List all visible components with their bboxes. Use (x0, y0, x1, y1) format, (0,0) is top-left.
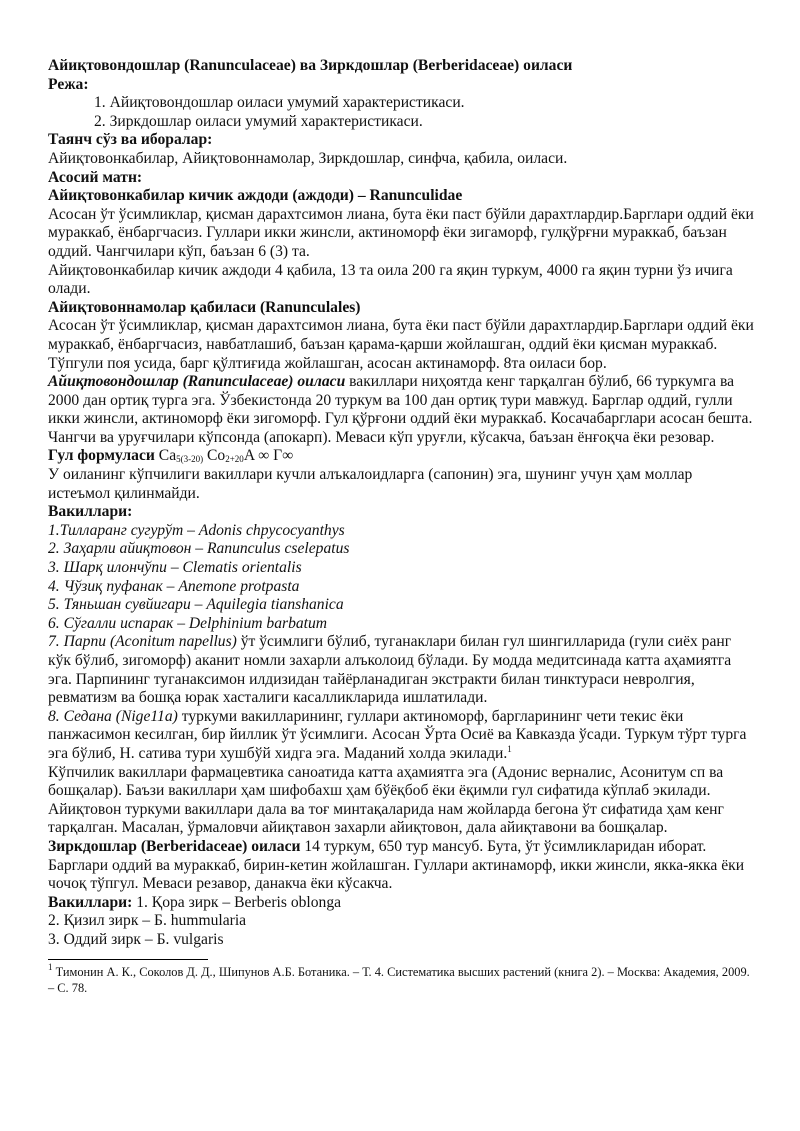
plan-label: Режа: (48, 75, 89, 93)
formula-ca: Ca (154, 447, 177, 465)
representative-3: 3. Шарқ илончўпи – Clematis orientalis (48, 559, 302, 577)
order-heading: Айиқтовоннамолар қабиласи (Ranunculales) (48, 298, 361, 316)
plan-item-1: 1. Айиқтовондошлар оиласи умумий характеристикаси. (94, 94, 465, 112)
representatives2-item-1: 1. Қора зирк – Berberis oblonga (132, 893, 342, 911)
flower-formula (48, 447, 756, 466)
document-page (48, 57, 756, 996)
representatives2-item-2: 2. Қизил зирк – Б. hummularia (48, 912, 247, 930)
footnote (48, 961, 756, 996)
representatives-label: Вакиллари: (48, 503, 133, 521)
representative-8-paragraph (48, 708, 756, 764)
representative-5: 5. Тяньшан сувйигари – Aquilegia tianshanica (48, 596, 344, 614)
representatives2-line (48, 894, 756, 913)
formula-rest: A ∞ Г∞ (243, 447, 294, 465)
footnote-separator (48, 959, 208, 960)
family2-paragraph (48, 838, 756, 894)
representative-4: 4. Чўзиқ пуфанак – Anemone protpasta (48, 577, 300, 595)
representative-7-text: ўт ўсимлиги бўлиб, туганаклари билан гул шингилларида (гули сиёх ранг кўк бўлиб, зигоморф) аканит номли захарли алъколоид бўлади. Бу модда медитсинада катта аҳамиятга эга. Парпининг туганаксимон илдизидан тайёрланадиган экстракти билан тинктураси невролгия, ревматизм ва бошқа юрак хасталиги касалликларида ишлатилади. (48, 633, 732, 707)
representative-2: 2. Заҳарли айиқтовон – Ranunculus cselepatus (48, 540, 350, 558)
order-paragraph: Асосан ўт ўсимликлар, қисман дарахтсимон лиана, бута ёки паст бўйли дарахтлардир.Барглари оддий ёки мураккаб, ёнбаргчасиз, навбатлашиб, баъзан қарама-қарши жойлашган, оддий ёки қисман мураккаб. Тўпгули поя усида, барг қўлтиғида жойлашган, асосан актинаморф. 8та оиласи бор. (48, 317, 754, 372)
representatives2-label: Вакиллари: (48, 893, 133, 911)
representative-1: 1.Тилларанг сугурўт – Adonis chpycocyanthys (48, 521, 345, 539)
family1-paragraph (48, 373, 756, 447)
family2-name: Зиркдошлар (Berberidaceae) оиласи (48, 837, 301, 855)
formula-label: Гул формуласи (48, 447, 155, 465)
representative-7-paragraph (48, 633, 756, 707)
subclass-paragraph-1: Асосан ўт ўсимликлар, қисман дарахтсимон лиана, бута ёки паст бўйли дарахтлардир.Барглари оддий ёки мураккаб, ёнбаргчасиз. Гуллари икки жинсли, актиноморф ёки зигаморф, гулқўрғни мураккаб, баъзан оддий. Чангчилари кўп, баъзан 6 (3) та. (48, 205, 754, 260)
footnote-mark: 1 (48, 961, 53, 972)
pharma-paragraph: Кўпчилик вакиллари фармацевтика саноатида катта аҳамиятга эга (Адонис верналис, Асонитум сп ва бошқалар). Баъзи вакиллари ҳам шифобахш ҳам бўёқбоб ёки ёқимли гул сифатида кўплаб экилади. Айиқтовон туркуми вакиллари дала ва тоғ минтақаларида нам жойларда бегона ўт сифатида ҳам кенг тарқалган. Масалан, ўрмаловчи айиқтавон захарли айиқтовон, дала айиқтавони ва бошқалар. (48, 763, 724, 837)
representative-7-name: 7. Парпи (Aconitum napellus) (48, 633, 237, 651)
document-title: Айиқтовондошлар (Ranunculaceae) ва Зиркдошлар (Berberidaceae) оиласи (48, 57, 573, 74)
footnote-reference[interactable]: 1 (507, 743, 512, 754)
keywords-text: Айиқтовонкабилар, Айиқтовоннамолар, Зиркдошлар, синфча, қабила, оиласи. (48, 149, 568, 167)
subclass-paragraph-2: Айиқтовонкабилар кичик аждоди 4 қабила, 13 та оила 200 га яқин туркум, 4000 га яқин турни ўз ичига олади. (48, 261, 733, 298)
representative-6: 6. Сўгалли испарак – Delphinium barbatum (48, 614, 328, 632)
formula-co: Co (203, 447, 226, 465)
keywords-label: Таянч сўз ва иборалар: (48, 131, 213, 149)
formula-co-sub: 2+20 (225, 454, 244, 465)
saponin-paragraph: У оиланинг кўпчилиги вакиллари кучли алъкалоидларга (сапонин) эга, шунинг учун ҳам моллар истеъмол қилинмайди. (48, 466, 693, 502)
representatives2-item-3: 3. Оддий зирк – Б. vulgaris (48, 930, 224, 948)
formula-ca-sub: 5(3-20) (176, 454, 204, 465)
subclass-heading: Айиқтовонкабилар кичик аждоди (аждоди) – Ranunculidae (48, 187, 463, 205)
family1-name: Айиқтовондошлар (Ranunculaceae) оиласи (48, 373, 346, 391)
main-text-label: Асосий матн: (48, 168, 143, 186)
family2-text: 14 туркум, 650 тур мансуб. Бута, ўт ўсимликларидан иборат. Барглари оддий ва мураккаб, бирин-кетин жойлашган. Гуллари актинаморф, икки жинсли, якка-якка ёки чочоқ тўпгул. Меваси резавор, данакча ёки кўсакча. (48, 837, 745, 893)
representative-8-name: 8. Седана (Nige11a) (48, 707, 178, 725)
plan-item-2: 2. Зиркдошлар оиласи умумий характеристикаси. (94, 112, 423, 130)
footnote-text: Тимонин А. К., Соколов Д. Д., Шипунов А.Б. Ботаника. – Т. 4. Систематика высших растений (книга 2). – Москва: Академия, 2009. – С. 78. (48, 964, 750, 995)
family1-text: вакиллари ниҳоятда кенг тарқалган бўлиб, 66 туркумга ва 2000 дан ортиқ турга эга. Ўзбекистонда 20 туркум ва 100 дан ортиқ тури мавжуд. Барглар оддий, гулли икки жинсли, актиноморф ёки зигоморф. Гул қўрғони оддий ёки мураккаб. Косачабарглари асосан бешта. Чангчи ва уруғчилари кўпсонда (апокарп). Меваси кўп уруғли, кўсакча, баъзан ёнғоқча ёки резовар. (48, 373, 753, 446)
representative-8-text: туркуми вакилларининг, гуллари актиноморф, баргларининг чети текис ёки панжасимон кесилган, бир йиллик ўт ўсимлиги. Асосан Ўрта Осиё ва Кавказда ўсади. Туркум тўрт турга эга бўлиб, Н. сатива тури хушбўй хидга эга. Маданий холда экилади. (48, 707, 747, 762)
